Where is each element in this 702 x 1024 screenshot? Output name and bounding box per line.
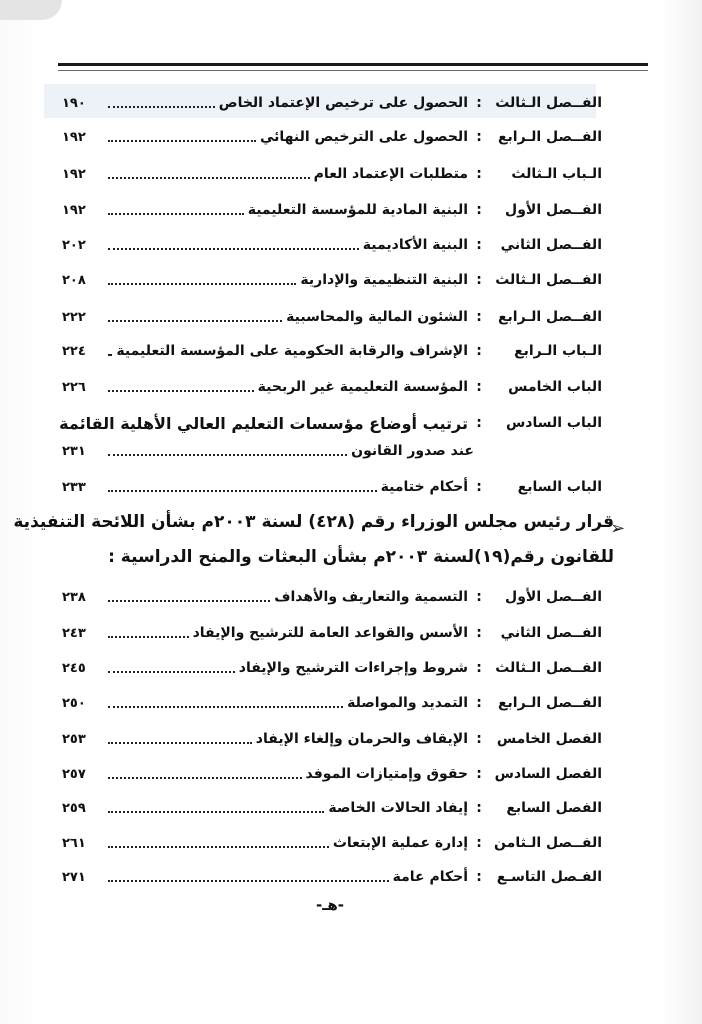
toc-row	[62, 865, 602, 889]
dot-leader	[108, 811, 324, 813]
toc-row-page: ٢٣٣	[62, 479, 86, 495]
toc-row-title: متطلبات الإعتماد العام	[313, 166, 468, 182]
toc-row	[62, 796, 602, 820]
toc-row-colon: :	[476, 415, 482, 431]
dot-leader	[108, 213, 244, 215]
toc-row-title: أحكام ختامية	[380, 479, 468, 495]
toc-row-colon: :	[476, 766, 482, 782]
toc-row-label: الفــصل الـرابع	[497, 695, 602, 711]
dot-leader	[108, 354, 112, 356]
dot-leader	[108, 880, 389, 882]
toc-row	[62, 198, 602, 222]
toc-row-title: إدارة عملية الإبتعاث	[332, 835, 468, 851]
toc-row-title: أحكام عامة	[392, 869, 468, 885]
toc-row-title: المؤسسة التعليمية غير الربحية	[257, 379, 468, 395]
toc-row-page: ٢٤٥	[62, 660, 86, 676]
toc-row-label: الفــصل الـثالث	[495, 95, 602, 111]
toc-row-page: ٢٣٨	[62, 589, 86, 605]
toc-row-label: الفــصل الأول	[505, 589, 602, 605]
toc-row-page: ٢٥٠	[62, 695, 86, 711]
toc-row-colon: :	[476, 835, 482, 851]
dot-leader	[108, 671, 235, 673]
toc-row-page: ٢٥٩	[62, 800, 86, 816]
dot-leader	[108, 140, 256, 142]
toc-row-label: الفــصل الـثامن	[494, 835, 602, 851]
toc-row-label: الباب السادس	[505, 415, 602, 431]
toc-row-title: ترتيب أوضاع مؤسسات التعليم العالي الأهلية القائمة	[59, 413, 468, 433]
dot-leader	[108, 390, 254, 392]
toc-row	[62, 762, 602, 786]
dot-leader	[108, 454, 347, 456]
toc-row-page: ٢٤٣	[62, 625, 86, 641]
toc-row-title: البنية المادية للمؤسسة التعليمية	[247, 202, 468, 218]
toc-row-label: الفــصل الـرابع	[497, 129, 602, 145]
toc-row	[62, 691, 602, 715]
toc-row-page: ٢٠٨	[62, 272, 86, 288]
toc-row-page: ٢٦١	[62, 835, 86, 851]
toc-row	[62, 475, 602, 499]
toc-row	[62, 339, 602, 363]
dot-leader	[108, 846, 329, 848]
toc-row	[62, 125, 602, 149]
toc-row-title: شروط وإجراءات الترشيح والإيفاد	[238, 660, 468, 676]
dot-leader	[108, 320, 282, 322]
toc-row-page: ٢٥٣	[62, 731, 86, 747]
toc-row	[62, 305, 602, 329]
toc-row	[59, 411, 602, 435]
toc-row	[62, 91, 602, 115]
decree-heading-line2: للقانون رقم(١٩)لسنة ٢٠٠٣م بشأن البعثات والمنح الدراسية :	[108, 547, 614, 567]
toc-row	[62, 727, 602, 751]
toc-row-colon: :	[476, 166, 482, 182]
toc-row-title: الإيقاف والحرمان وإلغاء الإيفاد	[255, 731, 468, 747]
decree-heading-line1: قرار رئيس مجلس الوزراء رقم (٤٢٨) لسنة ٢٠٠٣م بشأن اللائحة التنفيذية	[13, 512, 614, 532]
toc-row-page: ٢٢٤	[62, 343, 86, 359]
arrow-bullet-icon: ➢	[610, 518, 626, 539]
dot-leader	[108, 636, 189, 638]
toc-row-title: التسمية والتعاريف والأهداف	[274, 589, 468, 605]
toc-row-label: الفــصل الـثالث	[495, 272, 602, 288]
toc-row-title: الإشراف والرقابة الحكومية على المؤسسة التعليمية	[116, 343, 468, 359]
toc-row-page: ٢٢٢	[62, 309, 86, 325]
dot-leader	[108, 490, 377, 492]
toc-row-label: الفــصل الثاني	[500, 237, 602, 253]
dot-leader	[108, 742, 252, 744]
dot-leader	[108, 283, 296, 285]
toc-row-label: الفصل السادس	[494, 766, 602, 782]
toc-row-title: الشئون المالية والمحاسبية	[286, 309, 468, 325]
toc-row-page: ١٩٠	[62, 95, 86, 111]
toc-row-page: ١٩٢	[62, 129, 86, 145]
toc-row-label: الفــصل الثاني	[500, 625, 602, 641]
toc-row-colon: :	[476, 129, 482, 145]
toc-row-colon: :	[476, 800, 482, 816]
toc-row-colon: :	[476, 479, 482, 495]
page-marker: -هـ-	[316, 896, 344, 914]
toc-row-colon: :	[476, 625, 482, 641]
toc-row-label: الفــصل الـثالث	[495, 660, 602, 676]
toc-row-label: الفصل السابع	[506, 800, 602, 816]
toc-row-colon: :	[476, 309, 482, 325]
toc-row-colon: :	[476, 695, 482, 711]
toc-row-page: ٢٢٦	[62, 379, 86, 395]
toc-row-colon: :	[476, 272, 482, 288]
toc-row-title: البنية الأكاديمية	[362, 237, 468, 253]
toc-row-title: الأسس والقواعد العامة للترشيح والإيفاد	[192, 625, 468, 641]
dot-leader	[108, 106, 215, 108]
toc-row-colon: :	[476, 379, 482, 395]
toc-row-title: البنية التنظيمية والإدارية	[300, 272, 468, 288]
toc-row-label: الفـصل التاسـع	[496, 869, 602, 885]
toc-row-colon: :	[476, 869, 482, 885]
toc-row-colon: :	[476, 202, 482, 218]
toc-row	[62, 375, 602, 399]
toc-row-page: ٢٥٧	[62, 766, 86, 782]
toc-row-label: الباب الخامس	[508, 379, 602, 395]
toc-row-title: عند صدور القانون	[351, 443, 474, 459]
toc-row-colon: :	[476, 343, 482, 359]
toc-row-label: الـباب الـرابع	[514, 343, 602, 359]
toc-row-label: الفــصل الأول	[505, 202, 602, 218]
toc-row-title: الحصول على ترخيص الإعتماد الخاص	[218, 95, 468, 111]
toc-row-colon: :	[476, 731, 482, 747]
toc-row-title: التمديد والمواصلة	[347, 695, 468, 711]
toc-row-label: الفــصل الـرابع	[497, 309, 602, 325]
toc-row	[62, 831, 602, 855]
toc-row-label: الفصل الخامس	[496, 731, 602, 747]
toc-row-title: إيفاد الحالات الخاصة	[328, 800, 468, 816]
toc-row-label: الباب السابع	[517, 479, 602, 495]
toc-row	[62, 268, 602, 292]
toc-row	[62, 656, 602, 680]
dot-leader	[108, 177, 310, 179]
toc-row-colon: :	[476, 237, 482, 253]
toc-row	[62, 162, 602, 186]
dot-leader	[108, 706, 343, 708]
toc-row-colon: :	[476, 660, 482, 676]
toc-row-label: الـباب الـثالث	[511, 166, 602, 182]
toc-row-page: ١٩٢	[62, 202, 86, 218]
dot-leader	[108, 248, 359, 250]
toc-row	[62, 233, 602, 257]
toc-row	[62, 621, 602, 645]
dot-leader	[108, 777, 302, 779]
toc-row	[62, 585, 602, 609]
toc-row-continuation	[62, 439, 602, 463]
toc-row-page: ٢٧١	[62, 869, 86, 885]
toc-row-page: ٢٠٢	[62, 237, 86, 253]
toc-row-page: ٢٣١	[62, 443, 86, 459]
toc-row-page: ١٩٢	[62, 166, 86, 182]
toc-row-title: حقوق وإمتيازات الموفد	[305, 766, 468, 782]
toc-row-colon: :	[476, 95, 482, 111]
toc-row-colon: :	[476, 589, 482, 605]
dot-leader	[108, 600, 270, 602]
toc-row-title: الحصول على الترخيص النهائي	[259, 129, 468, 145]
